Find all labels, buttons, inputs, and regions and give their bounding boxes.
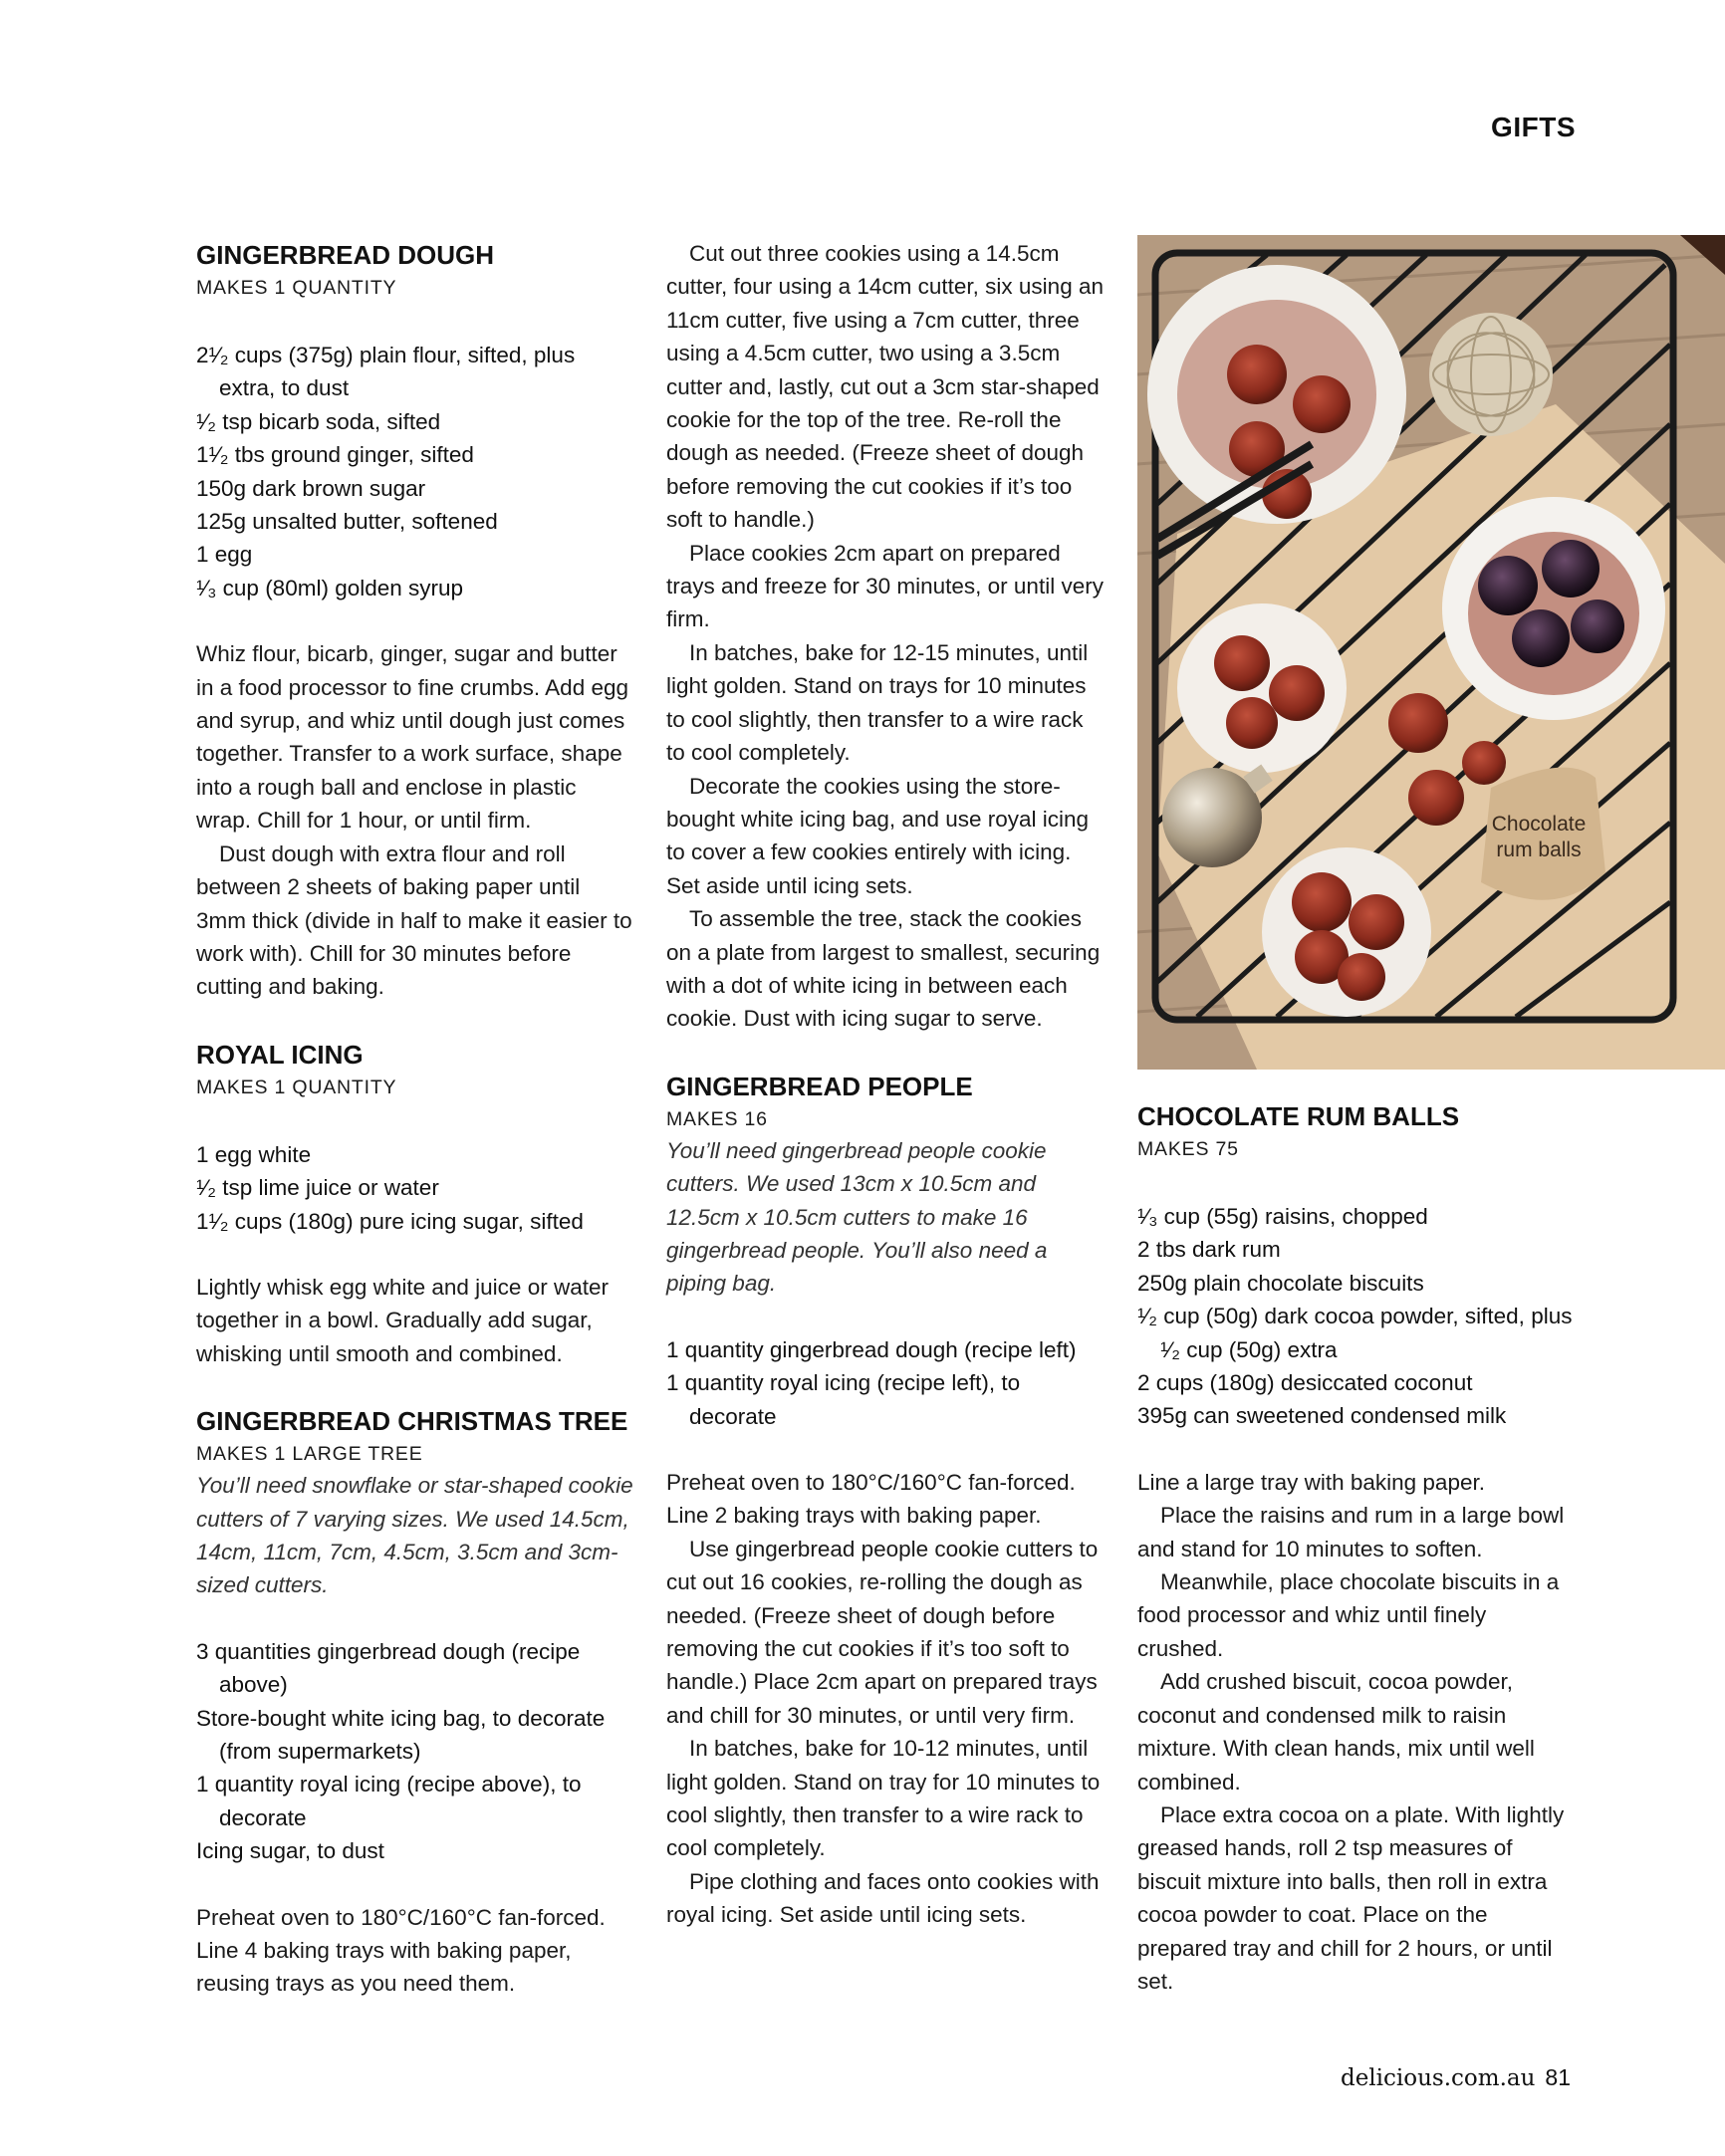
ingredient-list: [196, 1138, 634, 1238]
recipe-note: You’ll need snowflake or star-shaped cookie cutters of 7 varying sizes. We used 14.5cm, 14cm, 11cm, 7cm, 4.5cm, 3.5cm and 3cm-sized cutters.: [196, 1473, 633, 1598]
method-step: Line a large tray with baking paper.: [1137, 1469, 1485, 1495]
method: [1137, 1466, 1576, 1999]
ingredient-item: 3 quantities gingerbread dough (recipe above): [196, 1638, 581, 1698]
column-2: [666, 237, 1105, 1932]
method: [196, 1271, 634, 1370]
recipe-yield: MAKES 1 QUANTITY: [196, 1076, 397, 1098]
ingredient-item: ¹⁄₂ tsp bicarb soda, sifted: [196, 408, 441, 434]
footer-site-link[interactable]: delicious.com.au: [1340, 2065, 1536, 2091]
ingredient-item: 1 quantity gingerbread dough (recipe left): [666, 1336, 1077, 1362]
ingredient-list: [196, 339, 634, 604]
method-step: Dust dough with extra flour and roll between 2 sheets of baking paper until 3mm thick (divide in half to make it easier to work with). Chill for 30 minutes before cutting and baking.: [196, 840, 632, 1000]
recipe-yield: MAKES 16: [666, 1107, 768, 1130]
ingredient-item: 1¹⁄₂ cups (180g) pure icing sugar, sifted: [196, 1208, 584, 1234]
method-step: Lightly whisk egg white and juice or water together in a bowl. Gradually add sugar, whisking until smooth and combined.: [196, 1274, 609, 1366]
page-footer: [1341, 2064, 1571, 2091]
method-step: Whiz flour, bicarb, ginger, sugar and butter in a food processor to fine crumbs. Add egg and syrup, and whiz until dough just comes together. Transfer to a work surface, shape into a rough ball and enclose in plastic wrap. Chill for 1 hour, or until firm.: [196, 641, 629, 834]
ingredient-item: 125g unsalted butter, softened: [196, 509, 498, 535]
ingredient-item: ¹⁄₃ cup (80ml) golden syrup: [196, 575, 464, 600]
ingredient-item: 395g can sweetened condensed milk: [1137, 1403, 1507, 1429]
recipe-yield: MAKES 75: [1137, 1138, 1239, 1160]
ingredient-list: [196, 1635, 634, 1868]
recipe-title: CHOCOLATE RUM BALLS: [1137, 1101, 1460, 1131]
photo-tag-line: rum balls: [1496, 838, 1582, 861]
method-step: To assemble the tree, stack the cookies on a plate from largest to smallest, securing with a dot of white icing in between each cookie. Dust with icing sugar to serve.: [666, 906, 1101, 1032]
ingredient-item: ¹⁄₂ tsp lime juice or water: [196, 1175, 439, 1201]
ingredient-list: [666, 1333, 1105, 1433]
recipe-title: GINGERBREAD CHRISTMAS TREE: [196, 1406, 628, 1437]
ingredient-item: 2 tbs dark rum: [1137, 1237, 1281, 1263]
ingredient-item: 1 egg white: [196, 1141, 312, 1167]
method-step: Meanwhile, place chocolate biscuits in a food processor and whiz until finely crushed.: [1137, 1569, 1560, 1661]
method-step: Add crushed biscuit, cocoa powder, coconut and condensed milk to raisin mixture. With clean hands, mix until well combined.: [1137, 1669, 1535, 1795]
method-step: Preheat oven to 180°C/160°C fan-forced. Line 4 baking trays with baking paper, reusing trays as you need them.: [196, 1904, 606, 1997]
ingredient-item: 250g plain chocolate biscuits: [1137, 1270, 1424, 1296]
method-step: Place cookies 2cm apart on prepared trays and freeze for 30 minutes, or until very firm.: [666, 540, 1104, 632]
photo-tag-label: [1474, 812, 1603, 863]
ingredient-item: 150g dark brown sugar: [196, 475, 426, 501]
method-step: In batches, bake for 10-12 minutes, until light golden. Stand on tray for 10 minutes to cool slightly, then transfer to a wire rack to cool completely.: [666, 1736, 1101, 1861]
method: [666, 1466, 1105, 1932]
method: [666, 237, 1105, 1036]
column-3: [1137, 1098, 1576, 1998]
recipe-yield: MAKES 1 LARGE TREE: [196, 1443, 423, 1466]
method-step: Place extra cocoa on a plate. With lightly greased hands, roll 2 tsp measures of biscuit mixture into balls, then roll in extra cocoa powder to coat. Place on the prepared tray and chill for 2 hours, or until set.: [1137, 1801, 1565, 1994]
section-label: GIFTS: [1491, 112, 1576, 142]
ingredient-item: Icing sugar, to dust: [196, 1838, 384, 1864]
ingredient-item: ¹⁄₂ cup (50g) dark cocoa powder, sifted, plus ¹⁄₂ cup (50g) extra: [1137, 1304, 1573, 1362]
method-step: Preheat oven to 180°C/160°C fan-forced. Line 2 baking trays with baking paper.: [666, 1470, 1076, 1529]
method-step: In batches, bake for 12-15 minutes, until light golden. Stand on trays for 10 minutes to cool slightly, then transfer to a wire rack to cool completely.: [666, 639, 1089, 766]
recipe-title: GINGERBREAD DOUGH: [196, 240, 495, 270]
ingredient-list: [1137, 1200, 1576, 1433]
method: [196, 637, 634, 1003]
method-step: Decorate the cookies using the store-bought white icing bag, and use royal icing to cover a few cookies entirely with icing. Set aside until icing sets.: [666, 773, 1090, 898]
photo-tag-line: Chocolate: [1491, 813, 1587, 836]
recipe-yield: MAKES 1 QUANTITY: [196, 277, 397, 299]
page-number: 81: [1545, 2064, 1571, 2090]
recipe-title: GINGERBREAD PEOPLE: [666, 1071, 973, 1101]
ingredient-item: 1 egg: [196, 542, 253, 568]
ingredient-item: ¹⁄₃ cup (55g) raisins, chopped: [1137, 1204, 1428, 1229]
method-step: Place the raisins and rum in a large bowl and stand for 10 minutes to soften.: [1137, 1503, 1565, 1561]
ingredient-item: 2¹⁄₂ cups (375g) plain flour, sifted, plus extra, to dust: [196, 343, 576, 401]
method-step: Pipe clothing and faces onto cookies with royal icing. Set aside until icing sets.: [666, 1868, 1100, 1928]
method-step: Cut out three cookies using a 14.5cm cutter, four using a 14cm cutter, six using an 11cm cutter, five using a 7cm cutter, three using a 4.5cm cutter, two using a 3.5cm cutter and, lastly, cut out a 3cm star-shaped cookie for the top of the tree. Re-roll the dough as needed. (Freeze sheet of dough before removing the cut cookies if it’s too soft to handle.): [666, 241, 1104, 533]
ingredient-item: 2 cups (180g) desiccated coconut: [1137, 1370, 1473, 1396]
column-1: [196, 237, 634, 2001]
method-step: Use gingerbread people cookie cutters to cut out 16 cookies, re-rolling the dough as needed. (Freeze sheet of dough before removing the cut cookies if it’s too soft to handle.) Place 2cm apart on prepared trays and chill for 30 minutes, or until very firm.: [666, 1536, 1099, 1728]
method: [196, 1901, 634, 2001]
recipe-title: ROYAL ICING: [196, 1039, 364, 1070]
recipe-note: You’ll need gingerbread people cookie cutters. We used 13cm x 10.5cm and 12.5cm x 10.5cm cutters to make 16 gingerbread people. You’ll also need a piping bag.: [666, 1137, 1048, 1297]
ingredient-item: 1 quantity royal icing (recipe above), to decorate: [196, 1772, 582, 1830]
ingredient-item: Store-bought white icing bag, to decorate (from supermarkets): [196, 1705, 606, 1764]
ingredient-item: 1¹⁄₂ tbs ground ginger, sifted: [196, 442, 474, 468]
ingredient-item: 1 quantity royal icing (recipe left), to decorate: [666, 1370, 1021, 1429]
rum-balls-photo: [1137, 235, 1725, 1070]
